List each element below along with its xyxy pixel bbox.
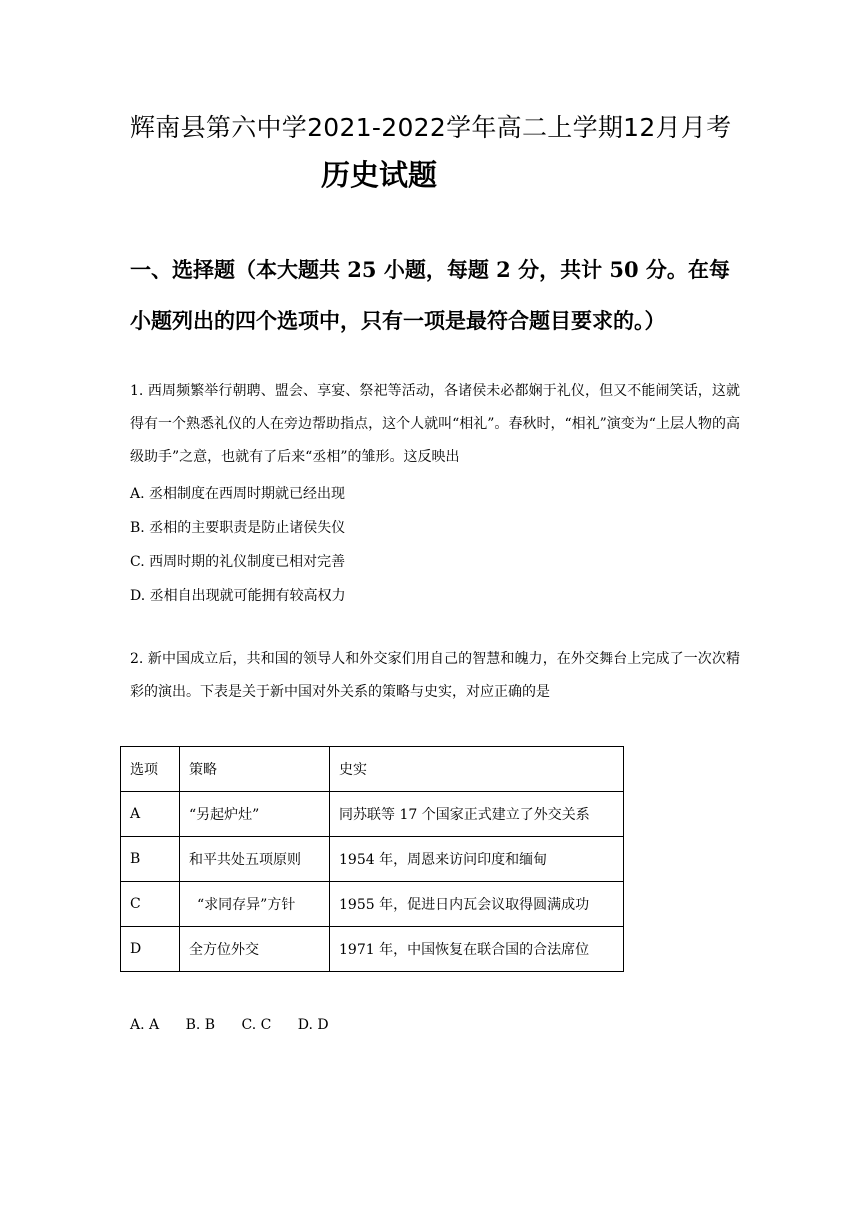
diplomacy-table bbox=[120, 746, 624, 972]
question-2-option-a: A. A bbox=[130, 1017, 160, 1033]
table-row bbox=[121, 882, 624, 927]
table-cell: 1954 年，周恩来访问印度和缅甸 bbox=[330, 837, 624, 882]
table-row bbox=[121, 927, 624, 972]
question-1-option-a: A. 丞相制度在西周时期就已经出现 bbox=[130, 486, 346, 502]
question-2-option-c: C. C bbox=[241, 1017, 272, 1033]
table-header-cell: 选项 bbox=[121, 747, 180, 792]
table-cell: 1971 年，中国恢复在联合国的合法席位 bbox=[330, 927, 624, 972]
question-2-stem: 2. 新中国成立后，共和国的领导人和外交家们用自己的智慧和魄力，在外交舞台上完成了一次次精彩的演出。下表是关于新中国对外关系的策略与史实，对应正确的是 bbox=[130, 651, 740, 700]
table-row bbox=[121, 792, 624, 837]
table-cell: 和平共处五项原则 bbox=[180, 837, 330, 882]
table-cell: 同苏联等 17 个国家正式建立了外交关系 bbox=[330, 792, 624, 837]
table-cell: C bbox=[121, 882, 180, 927]
question-1-option-c: C. 西周时期的礼仪制度已相对完善 bbox=[130, 554, 346, 570]
question-2-option-b: B. B bbox=[185, 1017, 216, 1033]
question-2-option-d: D. D bbox=[297, 1017, 329, 1033]
question-1-stem: 1. 西周频繁举行朝聘、盟会、享宴、祭祀等活动，各诸侯未必都娴于礼仪，但又不能闹笑话，这就得有一个熟悉礼仪的人在旁边帮助指点，这个人就叫“相礼”。春秋时，“相礼”演变为“上层人物的高级助手”之意，也就有了后来“丞相”的雏形。这反映出 bbox=[130, 383, 740, 465]
exam-title: 辉南县第六中学2021-2022学年高二上学期12月月考 bbox=[130, 113, 732, 142]
table-cell: B bbox=[121, 837, 180, 882]
question-2-options bbox=[130, 1017, 351, 1033]
table-cell: “求同存异”方针 bbox=[180, 882, 330, 927]
table-header-row bbox=[121, 747, 624, 792]
section-heading: 一、选择题（本大题共 25 小题，每题 2 分，共计 50 分。在每小题列出的四个选项中，只有一项是最符合题目要求的。） bbox=[130, 257, 730, 333]
table-cell: “另起炉灶” bbox=[180, 792, 330, 837]
table-header-cell: 史实 bbox=[330, 747, 624, 792]
table-cell: 1955 年，促进日内瓦会议取得圆满成功 bbox=[330, 882, 624, 927]
question-1-option-b: B. 丞相的主要职责是防止诸侯失仪 bbox=[130, 520, 346, 536]
table-cell: D bbox=[121, 927, 180, 972]
table-row bbox=[121, 837, 624, 882]
exam-subtitle: 历史试题 bbox=[321, 158, 438, 192]
table-cell: 全方位外交 bbox=[180, 927, 330, 972]
table-header-cell: 策略 bbox=[180, 747, 330, 792]
question-1-option-d: D. 丞相自出现就可能拥有较高权力 bbox=[130, 588, 346, 604]
table-cell: A bbox=[121, 792, 180, 837]
